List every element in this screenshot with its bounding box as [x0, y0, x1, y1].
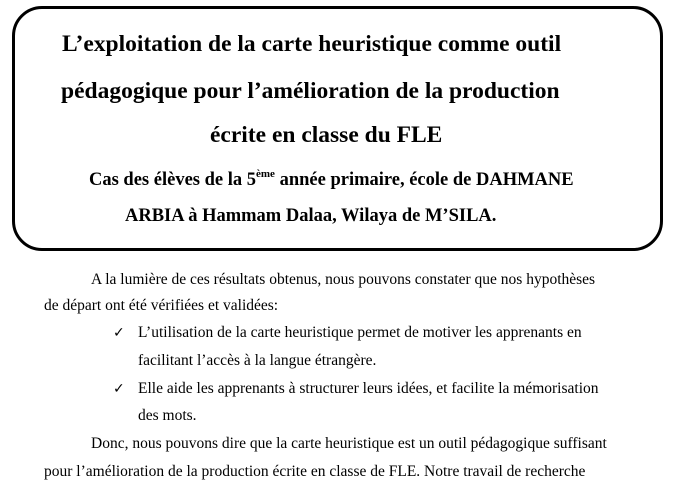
case-study-line-2: ARBIA à Hammam Dalaa, Wilaya de M’SILA. [125, 206, 497, 226]
case-study-line-1 [89, 168, 574, 190]
document-title-line-2: pédagogique pour l’amélioration de la production [61, 78, 560, 104]
document-title-line-3: écrite en classe du FLE [210, 122, 443, 148]
paragraph-1-line-1: A la lumière de ces résultats obtenus, nous pouvons constater que nos hypothèses [91, 271, 596, 288]
check-mark-icon: ✓ [113, 381, 125, 397]
paragraph-1-line-2: de départ ont été vérifiées et validées: [44, 297, 279, 314]
paragraph-2-line-1: Donc, nous pouvons dire que la carte heuristique est un outil pédagogique suffisant [91, 435, 607, 452]
check-mark-icon: ✓ [113, 325, 125, 341]
case-study-text: Cas des élèves de la 5 [89, 170, 256, 190]
paragraph-2-line-2: pour l’amélioration de la production écrite en classe de FLE. Notre travail de recherche [44, 463, 586, 480]
bullet-2-line-1: Elle aide les apprenants à structurer leurs idées, et facilite la mémorisation [138, 380, 599, 397]
case-study-text-rest: année primaire, école de DAHMANE [274, 170, 574, 190]
document-title-line-1: L’exploitation de la carte heuristique comme outil [62, 31, 562, 57]
bullet-2-line-2: des mots. [138, 407, 197, 424]
bullet-1-line-1: L’utilisation de la carte heuristique permet de motiver les apprenants en [138, 324, 582, 341]
bullet-1-line-2: facilitant l’accès à la langue étrangère. [138, 352, 377, 369]
ordinal-superscript: ème [256, 168, 275, 180]
